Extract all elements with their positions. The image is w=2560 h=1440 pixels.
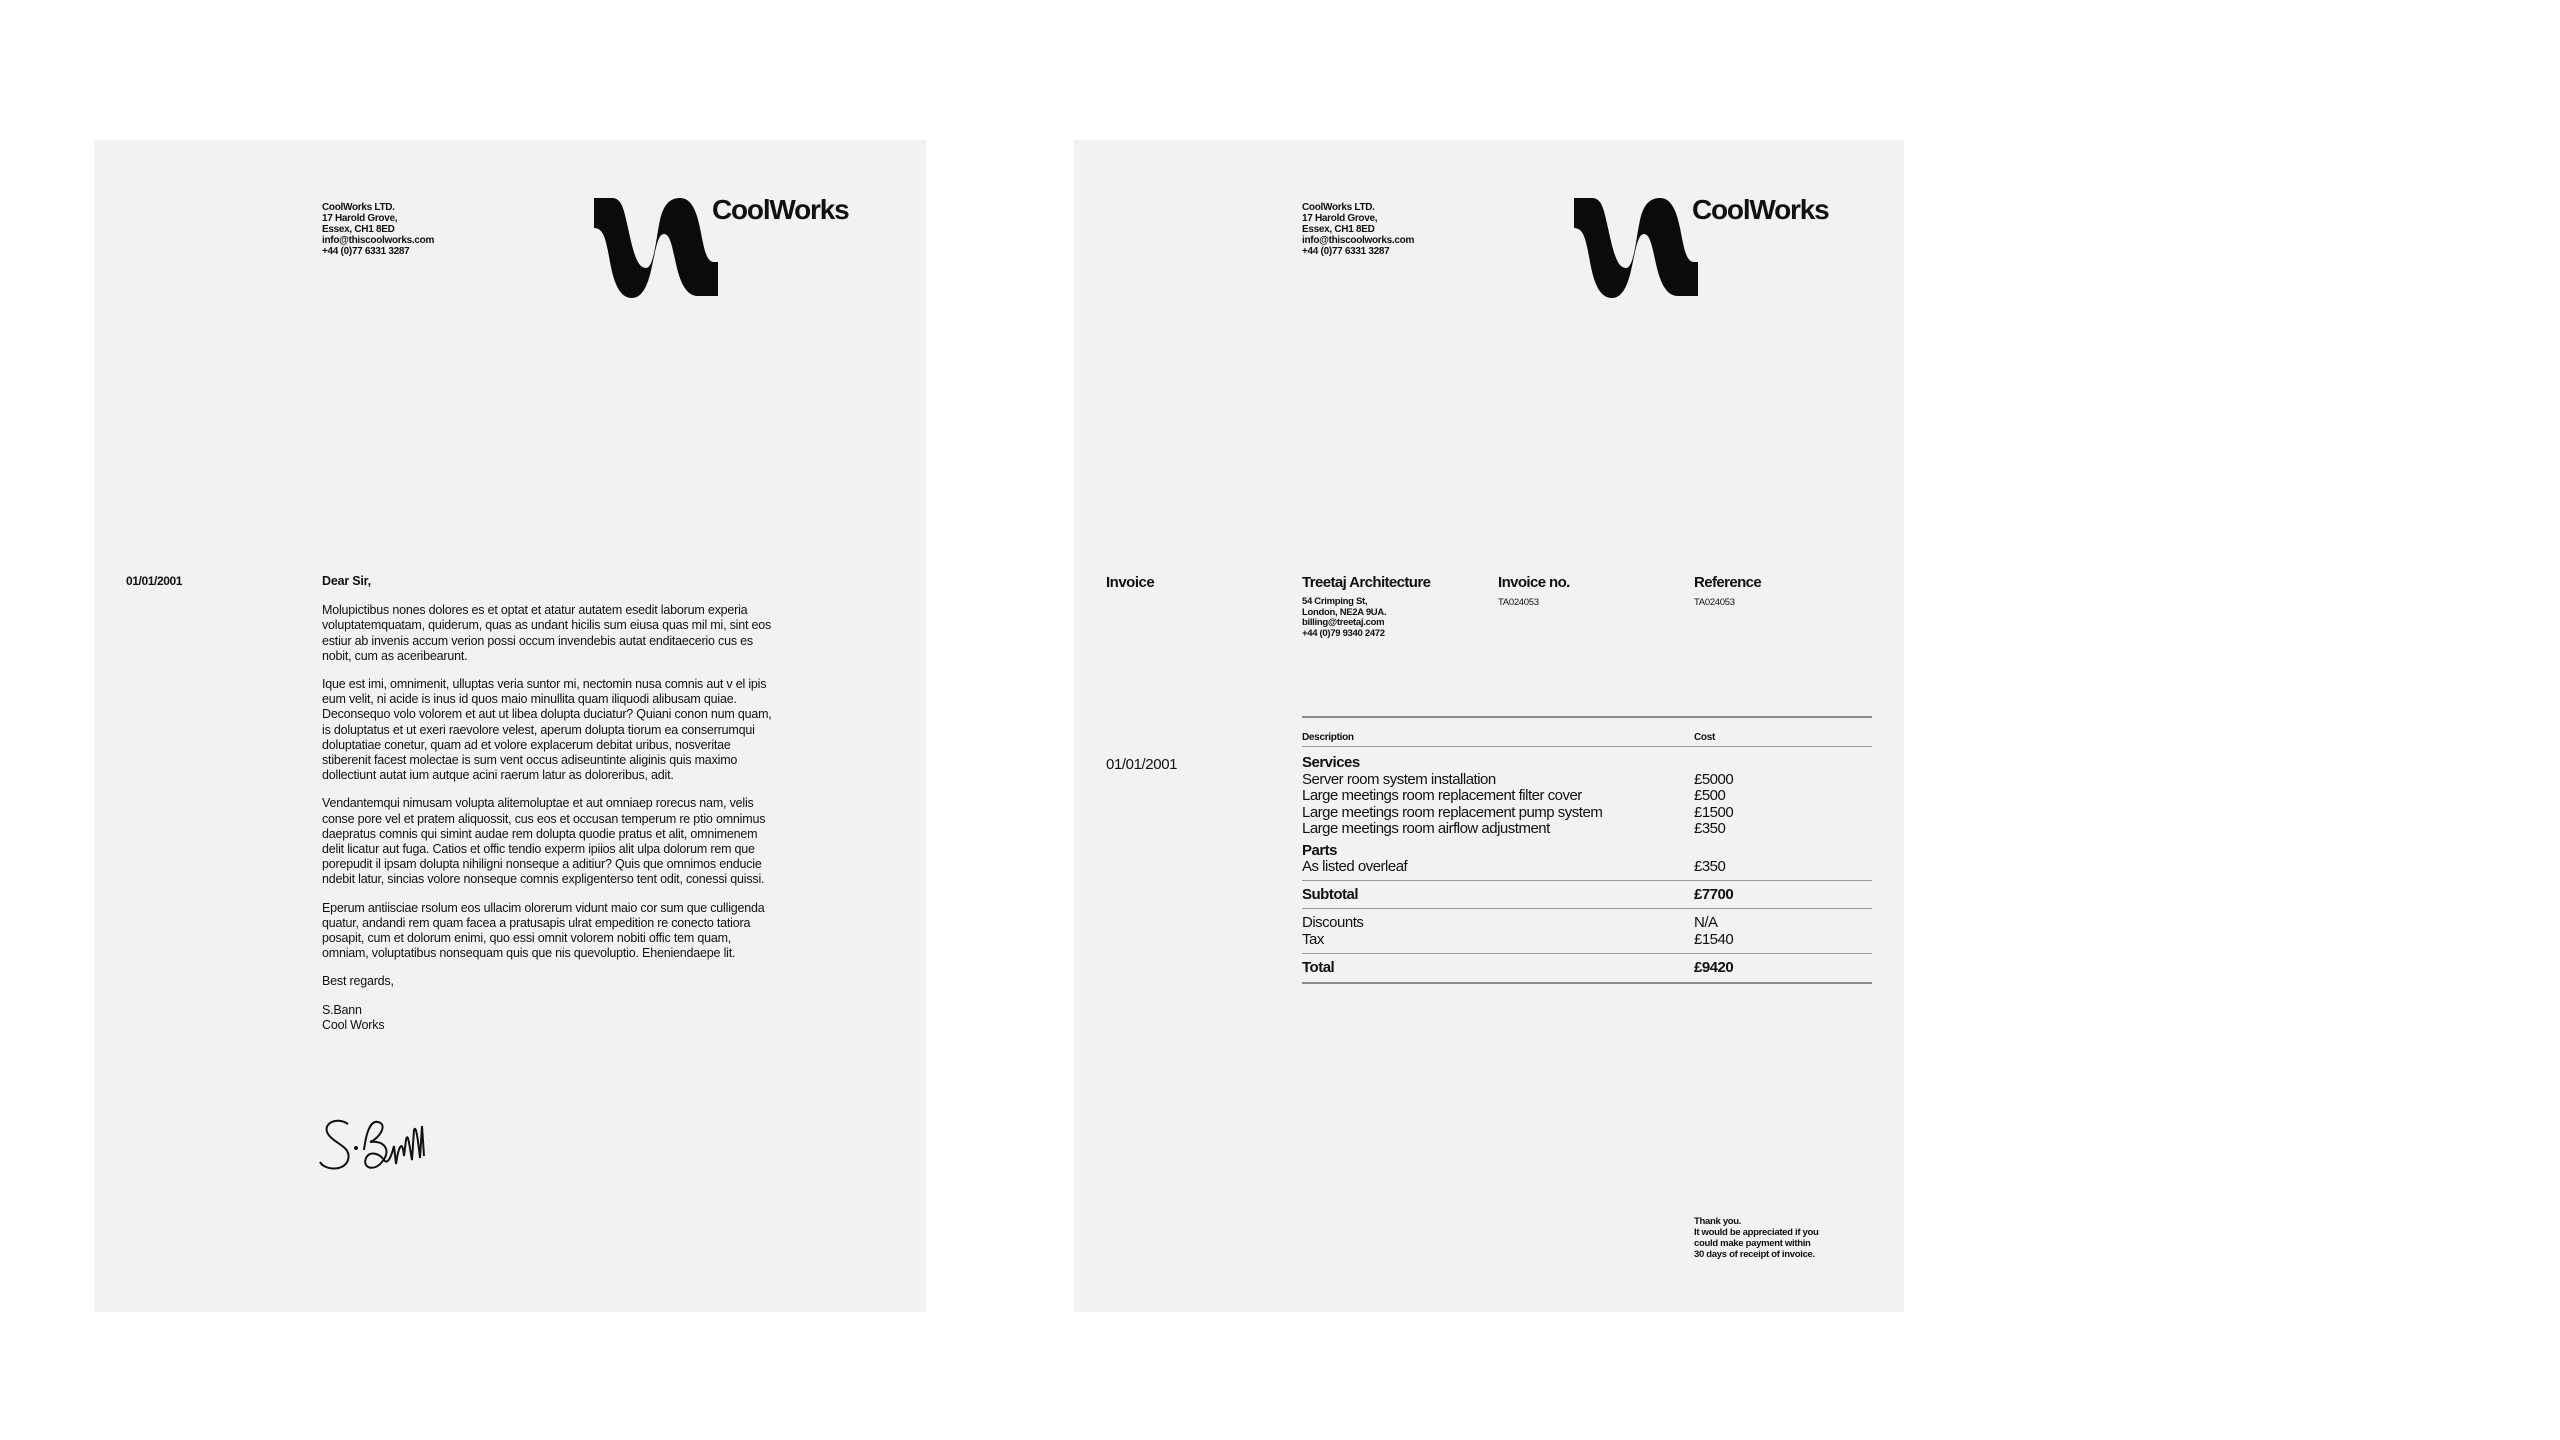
client-block (1302, 574, 1430, 639)
table-row: Large meetings room airflow adjustment £350 (1302, 820, 1726, 837)
invoice-number-block (1498, 574, 1570, 608)
subtotal-row: Subtotal £7700 (1302, 885, 1734, 903)
invoice-label: Invoice (1106, 574, 1155, 591)
thank-you-note: Thank you. It would be appreciated if you could make payment within 30 days of receipt of invoice. (1694, 1216, 1819, 1260)
letter-paragraph: Molupictibus nones dolores es et optat et atatur autatem esedit laborum experia voluptatemquatam, quiderum, quas as undant hicilis sum eiusa quas mil mi, sint eos estiur ab invenis accum verion possi occum invendebis autat enditaecerio cus es nobit, cum as aceribearunt. (322, 603, 772, 663)
signature-icon (318, 1110, 448, 1180)
coolworks-logo (1574, 194, 1829, 308)
brand-wordmark: CoolWorks (1692, 194, 1829, 225)
letter-paragraph: Ique est imi, omnimenit, ulluptas veria suntor mi, nectomin nusa comnis aut v el ipis eum velit, ni acide is inus id quos maio minullita quam iliquodi alibusam quiae. Deconsequo volo volorem et aut ut libea dolupta duciatur? Quiani conon num quam, is doluptatus et ut exeri raevolore velest, aperum dolupta tiorum ea conserrumqui doluptatiae conetur, quam ad et volore explacerum debitat uribus, nosveritae stiberenit facest molectae is sum vent occus adiseuntinte aliginis quis maximo dollectiunt autat ium autque acini raerum latur as doloreribus, adit. (322, 677, 772, 783)
company-address: CoolWorks LTD. 17 Harold Grove, Essex, CH1 8ED info@thiscoolworks.com +44 (0)77 6331 3287 (1302, 202, 1415, 257)
invoice-number: TA024053 (1498, 597, 1539, 608)
handwritten-signature (318, 1110, 448, 1185)
reference-label: Reference (1694, 574, 1762, 591)
letter-signoff (322, 1003, 774, 1033)
company-address: CoolWorks LTD. 17 Harold Grove, Essex, CH1 8ED info@thiscoolworks.com +44 (0)77 6331 3287 (322, 202, 435, 257)
table-bottom-rule (1302, 982, 1872, 984)
coolworks-logo (594, 194, 849, 308)
table-row: Large meetings room replacement pump system £1500 (1302, 803, 1734, 821)
letter-date: 01/01/2001 (126, 574, 183, 588)
wave-logo-icon (594, 198, 718, 298)
table-header (1302, 718, 1872, 746)
wave-logo-icon (1574, 198, 1698, 298)
invoice-page (1074, 140, 1904, 1312)
discounts-row: Discounts N/A (1302, 914, 1718, 931)
letter-body (322, 574, 774, 1033)
brand-wordmark: CoolWorks (712, 194, 849, 225)
invoice-table (1302, 716, 1872, 984)
description-header: Description (1302, 732, 1354, 743)
total-row: Total £9420 (1302, 959, 1734, 976)
tax-row: Tax £1540 (1302, 930, 1734, 948)
letter-paragraph: Eperum antiisciae rsolum eos ullacim olorerum vidunt maio cor sum que culligenda quatur, andandi rem quam facea a pratusapis ulrat empedition re conecto tatiora posapit, cum et dolorum enimi, quo essi omnit volorem nobiti offic tem quam, omniam, voluptatibus nonsequam quis que nis quevoluptio. Eheniendaepe lit. (322, 900, 765, 961)
table-row: Server room system installation £5000 (1302, 770, 1734, 788)
table-row: As listed overleaf £350 (1302, 858, 1726, 875)
table-row: Large meetings room replacement filter cover £500 (1302, 787, 1726, 804)
letter-closing: Best regards, (322, 974, 394, 989)
parts-heading: Parts (1302, 841, 1338, 859)
services-heading: Services (1302, 754, 1360, 771)
client-name: Treetaj Architecture (1302, 574, 1431, 591)
letter-page (94, 140, 926, 1312)
invoice-date: 01/01/2001 (1106, 756, 1178, 773)
client-address: 54 Crimping St, London, NE2A 9UA. billing@treetaj.com +44 (0)79 9340 2472 (1302, 596, 1387, 639)
signoff-company: Cool Works (322, 1017, 385, 1032)
invoice-number-label: Invoice no. (1498, 574, 1570, 591)
reference-block (1694, 574, 1761, 608)
cost-header: Cost (1694, 732, 1716, 743)
letter-greeting: Dear Sir, (322, 574, 371, 588)
signoff-name: S.Bann (322, 1002, 362, 1017)
reference-value: TA024053 (1694, 597, 1735, 608)
letter-paragraph: Vendantemqui nimusam volupta alitemoluptae et aut omniaep rorecus nam, velis conse pore vel et pratem aliquossit, cus eos et occusan temperum re ptio omnimus daepratus comnis qui simint audae rem dolupta quodie pratus et alit, omnimenem delit licatur aut fuga. Catios et offic tendio experm ipiios alit ulpa dolorum rem que porepudit il ipsam dolupta nihiligni nonseque a aditiur? Quis que omnimos enducie ndebit latur, sincias volore nonseque comnis expligenterso tent odit, conessi quissi. (322, 796, 766, 887)
